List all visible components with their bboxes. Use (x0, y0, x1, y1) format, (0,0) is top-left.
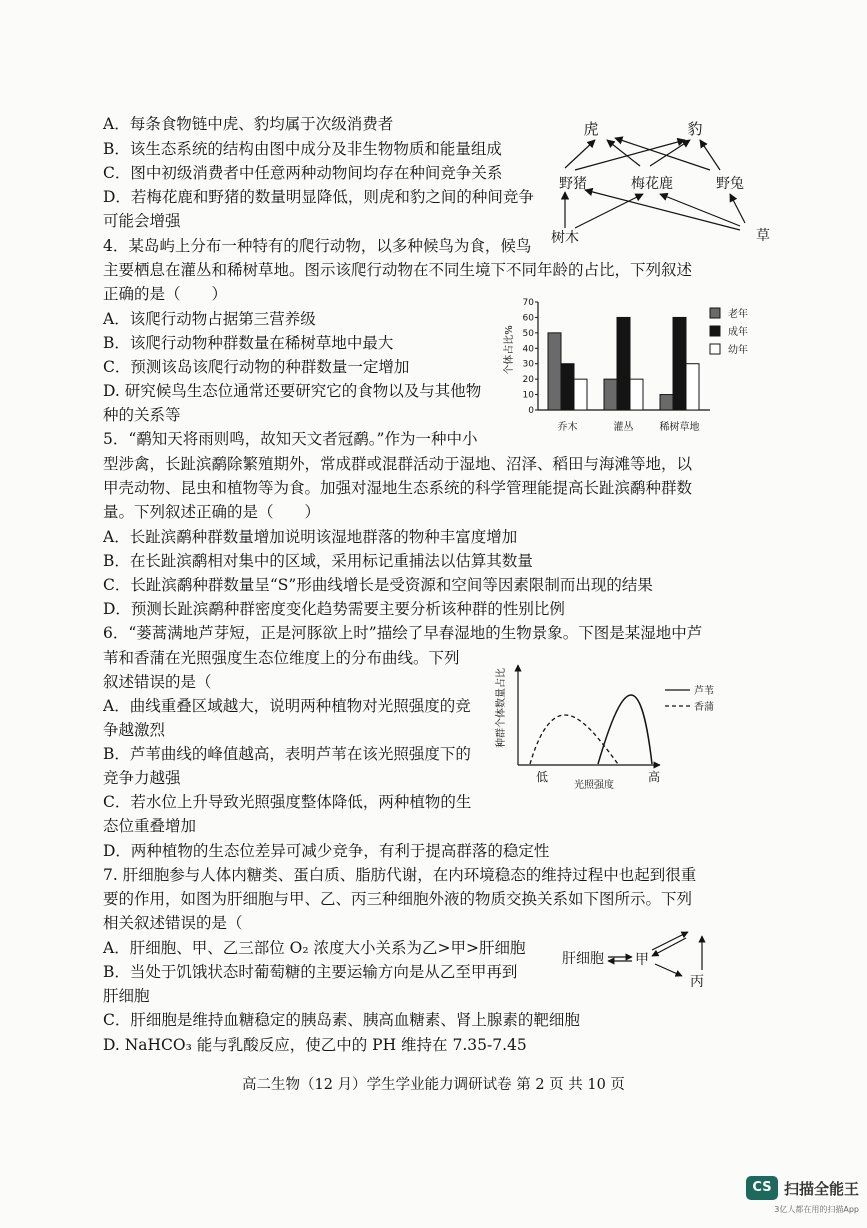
text-line: C．预测该岛该爬行动物的种群数量一定增加 (103, 358, 410, 376)
bing-label: 丙 (690, 974, 704, 990)
liver-cell-label: 肝细胞 (562, 951, 604, 967)
body-fluid-diagram (560, 926, 720, 992)
bar-category-label: 乔木 (557, 422, 578, 433)
bar-chart-ylabel: 个体占比% (504, 325, 515, 375)
text-line: 要的作用，如图为肝细胞与甲、乙、丙三种细胞外液的物质交换关系如下图所示。下列 (103, 890, 693, 908)
text-line: D．若梅花鹿和野猪的数量明显降低，则虎和豹之间的种间竞争 (103, 188, 534, 206)
bar-y-tick: 70 (522, 298, 534, 308)
text-line: A．该爬行动物占据第三营养级 (103, 310, 316, 328)
text-line: 相关叙述错误的是（ (103, 914, 243, 932)
bar-0-2 (574, 379, 587, 410)
bar-legend-swatch (710, 326, 720, 336)
text-line: 5．“鹬知天将雨则鸣，故知天文者冠鹬。”作为一种中小 (103, 430, 478, 448)
jia-label: 甲 (635, 952, 649, 968)
text-line: B．该爬行动物种群数量在稀树草地中最大 (103, 334, 394, 352)
tree-node: 树木 (551, 230, 579, 246)
text-line: 态位重叠增加 (103, 817, 197, 835)
text-line: B．芦苇曲线的峰值越高，表明芦苇在该光照强度下的 (103, 745, 471, 763)
bar-0-1 (561, 364, 574, 410)
bar-2-2 (686, 364, 699, 410)
text-line: A．曲线重叠区域越大，说明两种植物对光照强度的竞 (103, 697, 471, 715)
bar-2-1 (673, 317, 686, 410)
luwei-curve (598, 695, 652, 764)
text-line: 争越激烈 (103, 721, 166, 739)
bar-1-1 (617, 317, 630, 410)
bar-legend-label: 成年 (728, 327, 748, 338)
text-line: 苇和香蒲在光照强度生态位维度上的分布曲线。下列 (103, 649, 460, 667)
xiangpu-curve (530, 715, 618, 764)
scanner-watermark (746, 1176, 859, 1200)
text-line: 竞争力越强 (103, 769, 181, 787)
text-line: D. 研究候鸟生态位通常还要研究它的食物以及与其他物 (103, 382, 482, 400)
bar-legend-swatch (710, 308, 720, 318)
niche-legend-luwei: 芦苇 (694, 686, 714, 697)
text-line: 主要栖息在灌丛和稀树草地。图示该爬行动物在不同生境下不同年龄的占比，下列叙述 (103, 261, 693, 279)
scanner-logo-icon: CS (746, 1176, 778, 1200)
text-line: A．每条食物链中虎、豹均属于次级消费者 (103, 115, 394, 133)
bar-2-0 (660, 395, 673, 410)
text-line: D. NaHCO₃ 能与乳酸反应，使乙中的 PH 维持在 7.35-7.45 (103, 1036, 527, 1054)
bar-y-tick: 10 (522, 390, 534, 401)
scanner-tagline: 3亿人都在用的扫描App (774, 1205, 859, 1214)
text-line: B．当处于饥饿状态时葡萄糖的主要运输方向是从乙至甲再到 (103, 963, 518, 981)
bar-y-tick: 20 (522, 375, 534, 386)
text-line: C．肝细胞是维持血糖稳定的胰岛素、胰高血糖素、肾上腺素的靶细胞 (103, 1011, 580, 1029)
text-line: 7. 肝细胞参与人体内糖类、蛋白质、脂肪代谢，在内环境稳态的维持过程中也起到很重 (103, 866, 697, 884)
niche-legend-xiangpu: 香蒲 (694, 702, 714, 713)
boar-node: 野猪 (559, 176, 587, 192)
niche-xlabel: 光照强度 (574, 780, 614, 791)
text-line: 型涉禽，长趾滨鹬除繁殖期外，常成群或混群活动于湿地、沼泽、稻田与海滩等地，以 (103, 455, 693, 473)
grass-node: 草 (756, 228, 770, 244)
bar-legend-label: 幼年 (728, 345, 748, 356)
bar-y-tick: 50 (522, 328, 534, 339)
text-line: 量。下列叙述正确的是（ ） (103, 503, 321, 521)
bar-category-label: 灌丛 (613, 422, 634, 433)
bar-category-label: 稀树草地 (659, 422, 700, 433)
text-line: 可能会增强 (103, 212, 181, 230)
bar-1-2 (630, 379, 643, 410)
text-line: 种的关系等 (103, 406, 181, 424)
niche-x-low: 低 (535, 770, 549, 784)
text-line: 肝细胞 (103, 987, 150, 1005)
text-line: A．长趾滨鹬种群数量增加说明该湿地群落的物种丰富度增加 (103, 528, 518, 546)
text-line: 叙述错误的是（ (103, 673, 212, 691)
text-line: 4．某岛屿上分布一种特有的爬行动物，以多种候鸟为食，候鸟 (103, 237, 532, 255)
text-line: D．预测长趾滨鹬种群密度变化趋势需要主要分析该种群的性别比例 (103, 600, 565, 618)
bar-legend-swatch (710, 344, 720, 354)
food-web-diagram (545, 118, 790, 246)
hare-node: 野兔 (716, 176, 744, 192)
tiger-node: 虎 (583, 120, 599, 138)
text-line: 6．“蒌蒿满地芦芽短，正是河豚欲上时”描绘了早春湿地的生物景象。下图是某湿地中芦 (103, 624, 703, 642)
text-line: 甲壳动物、昆虫和植物等为食。加强对湿地生态系统的科学管理能提高长趾滨鹬种群数 (103, 479, 693, 497)
text-line: B．在长趾滨鹬相对集中的区域，采用标记重捕法以估算其数量 (103, 552, 533, 570)
text-line: D．两种植物的生态位差异可减少竞争，有利于提高群落的稳定性 (103, 842, 550, 860)
text-line: A．肝细胞、甲、乙三部位 O₂ 浓度大小关系为乙>甲>肝细胞 (103, 939, 526, 957)
bar-1-0 (604, 379, 617, 410)
text-line: C．若水位上升导致光照强度整体降低，两种植物的生 (103, 793, 472, 811)
bar-y-tick: 30 (522, 359, 534, 370)
age-structure-bar-chart (500, 292, 770, 437)
text-line: B．该生态系统的结构由图中成分及非生物物质和能量组成 (103, 140, 502, 158)
niche-x-high: 高 (647, 770, 661, 784)
bar-0-0 (548, 333, 561, 410)
text-line: C．长趾滨鹬种群数量呈“S”形曲线增长是受资源和空间等因素限制而出现的结果 (103, 576, 653, 594)
scanner-name: 扫描全能王 (783, 1179, 859, 1198)
niche-ylabel: 种群个体数量占比 (496, 668, 507, 748)
text-line: C．图中初级消费者中任意两种动物间均存在种间竞争关系 (103, 164, 503, 182)
text-line: 正确的是（ ） (103, 285, 228, 303)
page-footer: 高二生物（12 月）学生学业能力调研试卷 第 2 页 共 10 页 (242, 1077, 625, 1093)
bar-legend-label: 老年 (728, 309, 748, 320)
deer-node: 梅花鹿 (631, 176, 673, 192)
leopard-node: 豹 (687, 120, 703, 138)
bar-y-tick: 40 (522, 344, 534, 355)
niche-curve-chart (490, 660, 730, 795)
bar-y-tick: 0 (528, 406, 534, 416)
bar-y-tick: 60 (522, 313, 534, 324)
